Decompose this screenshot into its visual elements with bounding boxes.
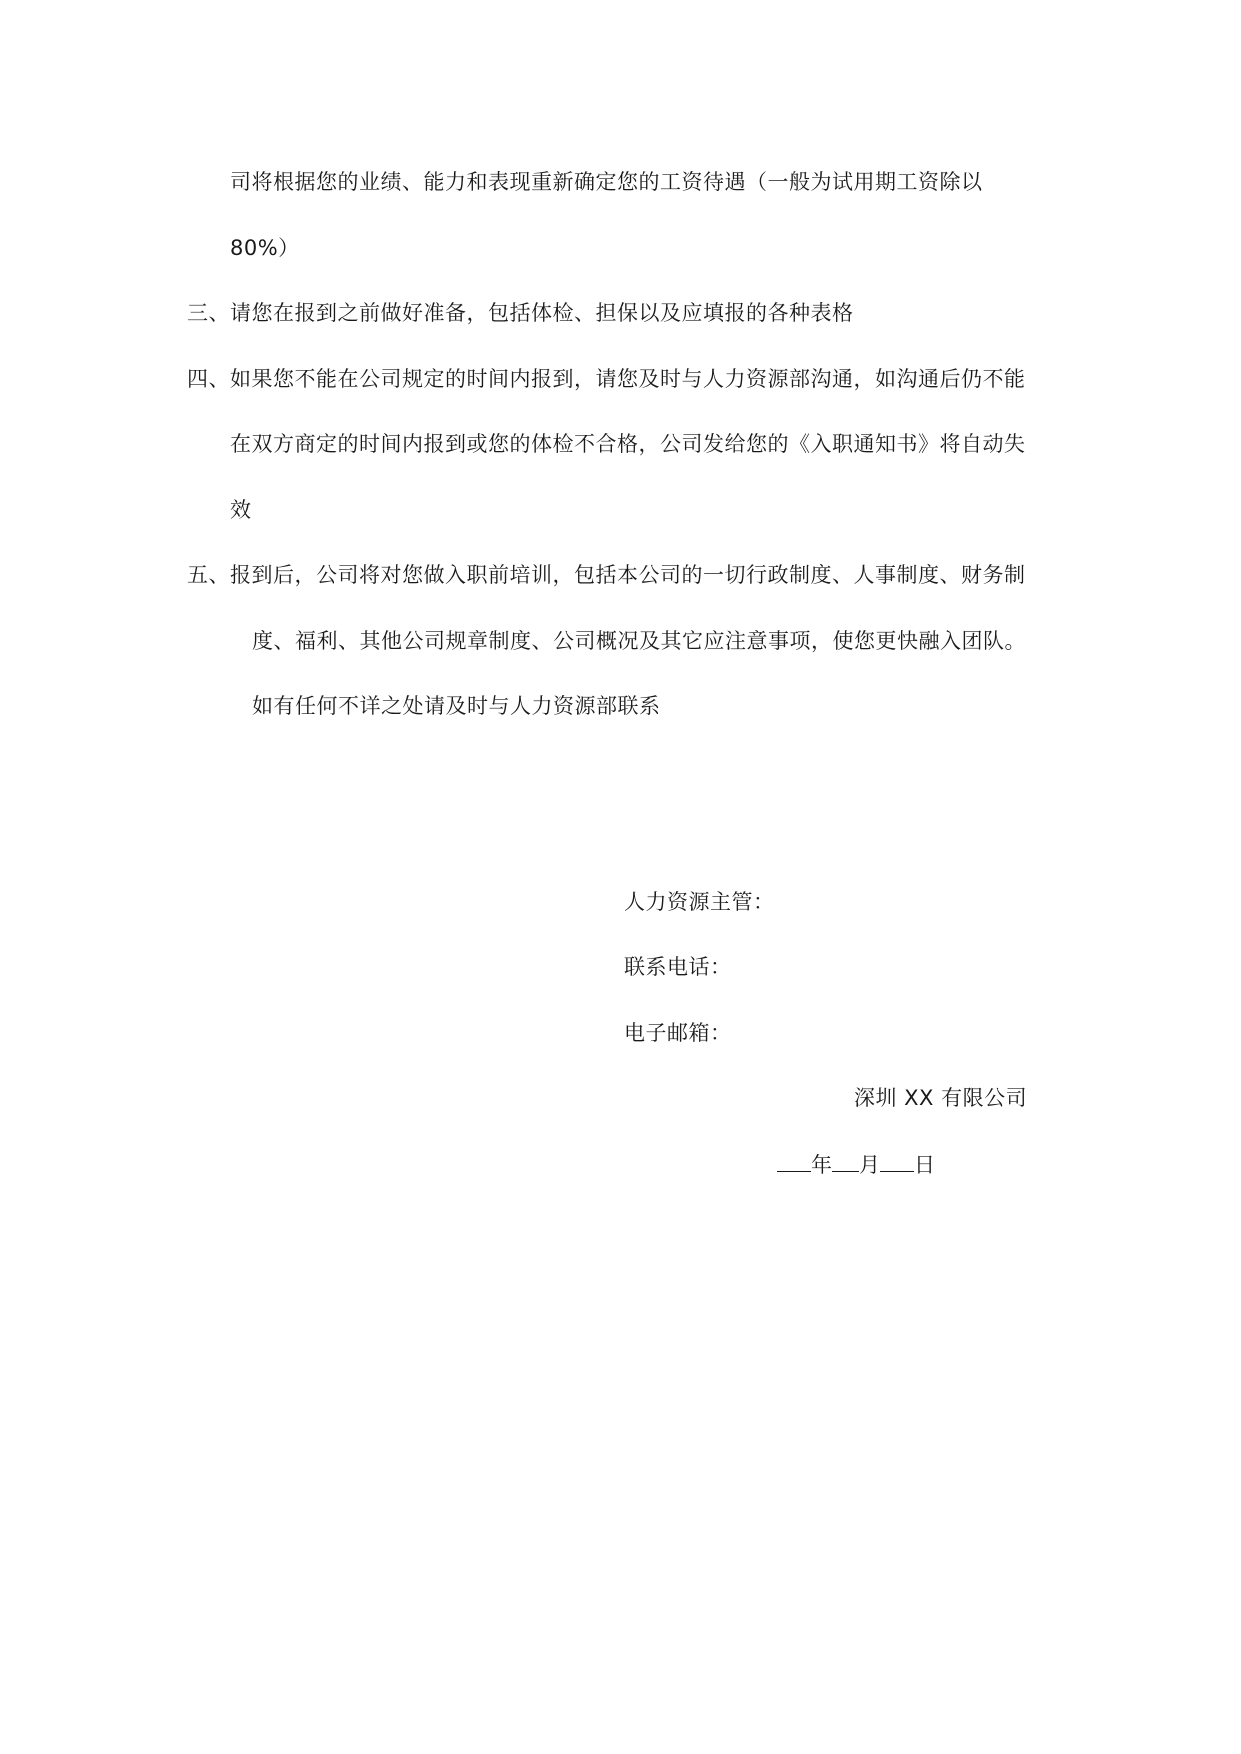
paragraph-2-continuation-line-2: 80%） xyxy=(230,236,300,260)
day-label: 日 xyxy=(914,1153,935,1177)
month-blank xyxy=(832,1149,859,1172)
item-5-line-3: 如有任何不详之处请及时与人力资源部联系 xyxy=(252,694,661,718)
item-3-line: 三、请您在报到之前做好准备，包括体检、担保以及应填报的各种表格 xyxy=(187,301,854,325)
item-5-line-1: 五、报到后，公司将对您做入职前培训，包括本公司的一切行政制度、人事制度、财务制 xyxy=(187,563,1026,587)
day-blank xyxy=(880,1149,914,1172)
year-label: 年 xyxy=(811,1153,832,1177)
company-name: 深圳 XX 有限公司 xyxy=(854,1086,1028,1110)
year-blank xyxy=(777,1149,811,1172)
item-5-line-2: 度、福利、其他公司规章制度、公司概况及其它应注意事项，使您更快融入团队。 xyxy=(252,629,1026,653)
email-label: 电子邮箱： xyxy=(624,1021,732,1045)
item-4-line-2: 在双方商定的时间内报到或您的体检不合格，公司发给您的《入职通知书》将自动失 xyxy=(230,432,1026,456)
hr-manager-label: 人力资源主管： xyxy=(624,890,775,914)
date-line xyxy=(777,1149,935,1180)
paragraph-2-continuation-line-1: 司将根据您的业绩、能力和表现重新确定您的工资待遇（一般为试用期工资除以 xyxy=(230,170,983,194)
month-label: 月 xyxy=(859,1153,880,1177)
item-4-line-3: 效 xyxy=(230,498,252,522)
phone-label: 联系电话： xyxy=(624,955,732,979)
item-4-line-1: 四、如果您不能在公司规定的时间内报到，请您及时与人力资源部沟通，如沟通后仍不能 xyxy=(187,367,1026,391)
